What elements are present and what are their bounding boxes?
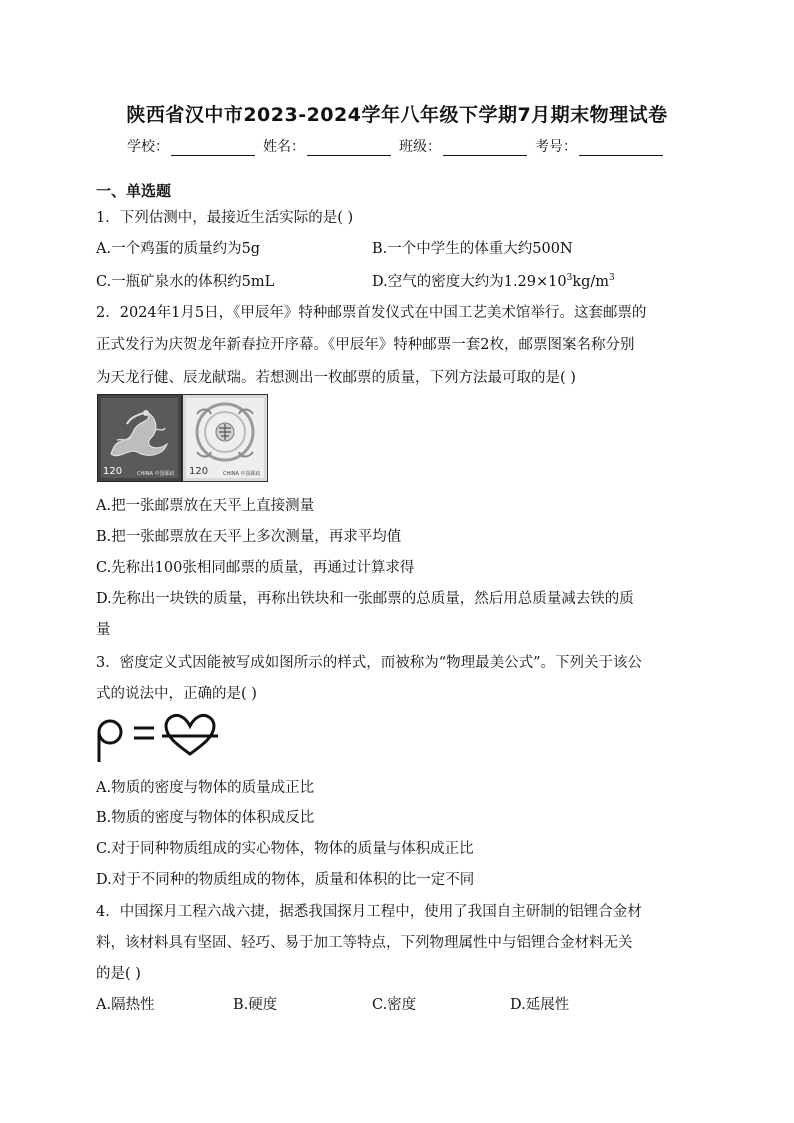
q2-option-c[interactable]: C.先称出100张相同邮票的质量，再通过计算求得 — [96, 560, 415, 576]
q1-option-c[interactable]: C.一瓶矿泉水的体积约5mL — [96, 274, 275, 290]
rho-symbol — [99, 721, 121, 762]
q2-option-d-line1[interactable]: D.先称出一块铁的质量，再称出铁块和一张邮票的总质量，然后用总质量减去铁的质 — [96, 591, 634, 607]
q4-stem-line2: 料，该材料具有坚固、轻巧、易于加工等特点，下列物理属性中与铝锂合金材料无关 — [96, 935, 633, 951]
stamp1-value: 120 — [103, 466, 123, 477]
name-blank[interactable] — [307, 139, 391, 156]
name-field[interactable]: 姓名： — [263, 136, 395, 156]
exam-number-field[interactable]: 考号： — [535, 136, 667, 156]
heart-symbol — [162, 715, 218, 754]
q4-option-a[interactable]: A.隔热性 — [96, 997, 155, 1013]
equals-sign — [134, 728, 154, 738]
stamp1-country: CHINA 中国邮政 — [137, 471, 175, 477]
q1-option-b[interactable]: B.一个中学生的体重大约500N — [372, 241, 573, 257]
exam-number-blank[interactable] — [579, 139, 663, 156]
school-field[interactable]: 学校： — [127, 136, 259, 156]
q2-stem-line3: 为天龙行健、辰龙献瑞。若想测出一枚邮票的质量，下列方法最可取的是( ) — [96, 370, 576, 386]
stamp2-value: 120 — [189, 466, 209, 477]
q4-option-c[interactable]: C.密度 — [372, 997, 417, 1013]
q1-option-d[interactable]: D.空气的密度大约为$1.29\times 10^3kg/m^3$ — [372, 273, 615, 290]
q3-option-a[interactable]: A.物质的密度与物体的质量成正比 — [96, 780, 315, 796]
class-blank[interactable] — [443, 139, 527, 156]
stamp2-country: CHINA 中国邮政 — [223, 471, 261, 477]
q1-option-a[interactable]: A.一个鸡蛋的质量约为5g — [96, 241, 261, 257]
school-blank[interactable] — [171, 139, 255, 156]
page-title: 陕西省汉中市2023-2024学年八年级下学期7月期末物理试卷 — [126, 104, 668, 126]
stamps-image — [97, 394, 268, 482]
q1-stem: 1．下列估测中，最接近生活实际的是( ) — [96, 210, 354, 226]
q4-stem-line3: 的是( ) — [96, 966, 141, 982]
q2-option-a[interactable]: A.把一张邮票放在天平上直接测量 — [96, 498, 315, 514]
q2-option-b[interactable]: B.把一张邮票放在天平上多次测量，再求平均值 — [96, 529, 402, 545]
q4-option-b[interactable]: B.硬度 — [233, 997, 278, 1013]
student-info-line — [0, 136, 794, 156]
q2-stem-line2: 正式发行为庆贺龙年新春拉开序幕。《甲辰年》特种邮票一套2枚，邮票图案名称分别 — [96, 337, 635, 353]
q4-option-d[interactable]: D.延展性 — [510, 997, 570, 1013]
q4-stem-line1: 4．中国探月工程六战六捷，据悉我国探月工程中，使用了我国自主研制的铝锂合金材 — [96, 904, 642, 920]
q3-option-c[interactable]: C.对于同种物质组成的实心物体，物体的质量与体积成正比 — [96, 841, 474, 857]
section-heading: 一、单选题 — [96, 182, 172, 200]
q3-option-d[interactable]: D.对于不同种的物质组成的物体，质量和体积的比一定不同 — [96, 872, 475, 888]
density-formula-image — [96, 710, 220, 766]
q3-stem-line1: 3．密度定义式因能被写成如图所示的样式，而被称为“物理最美公式”。下列关于该公 — [96, 655, 643, 671]
q3-option-b[interactable]: B.物质的密度与物体的体积成反比 — [96, 810, 315, 826]
q2-stem-line1: 2．2024年1月5日，《甲辰年》特种邮票首发仪式在中国工艺美术馆举行。这套邮票的 — [96, 305, 647, 321]
q3-stem-line2: 式的说法中，正确的是( ) — [96, 686, 257, 702]
class-field[interactable]: 班级： — [399, 136, 531, 156]
q2-option-d-line2[interactable]: 量 — [96, 622, 111, 638]
